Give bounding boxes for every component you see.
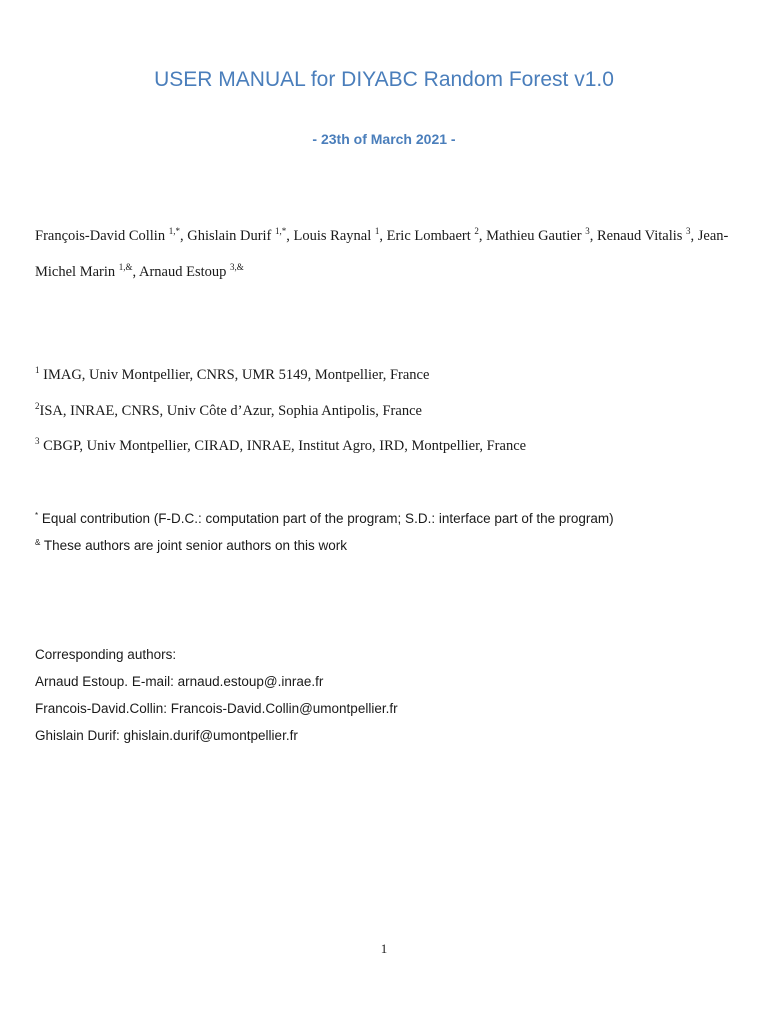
affiliation [35,362,745,398]
author: Jean-Michel Marin $^{1,\&}$ [35,228,729,280]
author: Eric Lombaert $^2$ [386,226,479,244]
author-affiliation-marker: 3,& [230,262,244,272]
footnote-text: Equal contribution (F-D.C.: computation part of the program; S.D.: interface part of the program) [41,511,614,526]
author: Arnaud Estoup $^{3,\&}$ [138,262,244,280]
page-number: 1 [380,941,388,956]
document-date: - 23th of March 2021 - [312,131,456,147]
author: Mathieu Gautier $^3$ [486,226,590,244]
footnote-symbol: * [35,511,39,520]
author: Ghislain Durif $^{1,*}$ [187,226,287,244]
footnotes [35,507,745,561]
author-affiliation-marker: 3 [686,226,691,236]
footnote-text: These authors are joint senior authors on this work [43,538,348,553]
affiliation-number: 1 [35,365,40,375]
contact-line: Arnaud Estoup. E-mail: arnaud.estoup@.inrae.fr [35,674,324,689]
affiliation-text: CBGP, Univ Montpellier, CIRAD, INRAE, Institut Agro, IRD, Montpellier, France [43,438,527,454]
contact-line: Ghislain Durif: ghislain.durif@umontpellier.fr [35,728,298,743]
affiliation-number: 2 [35,400,40,411]
author-affiliation-marker: 2 [474,226,479,236]
affiliation-list [35,362,745,469]
author: Louis Raynal $^1$ [293,226,380,244]
author-affiliation-marker: 1 [374,226,380,236]
author-list: François-David Collin $^{1,*}$, Ghislain Durif $^{1,*}$, Louis Raynal $^1$, Eric Lombaert $^2$, Mathieu Gautier $^3$, Renaud Vitalis $^3$, Jean-Michel Marin $^{1,\&}$, Arnaud Estoup $^{3,\&}$ [35,226,729,280]
author-affiliation-marker: 1,* [275,226,287,236]
author-affiliation-marker: 1,& [118,262,133,272]
footnote [35,507,745,534]
author-affiliation-marker: 3 [585,226,590,236]
affiliation-text: IMAG, Univ Montpellier, CNRS, UMR 5149, Montpellier, France [43,367,430,383]
footnote-symbol: & [35,538,41,547]
corresponding-authors-heading: Corresponding authors: [35,647,177,662]
corresponding-authors [35,643,745,751]
footnote [35,534,745,561]
contact-line: Francois-David.Collin: Francois-David.Collin@umontpellier.fr [35,701,398,716]
affiliation-text: ISA, INRAE, CNRS, Univ Côte d’Azur, Sophia Antipolis, France [39,402,422,419]
author-affiliation-marker: 1,* [168,226,180,236]
affiliation [35,433,745,469]
author: François-David Collin $^{1,*}$ [35,226,180,244]
affiliation-number: 3 [35,436,40,446]
affiliation [35,398,745,434]
document-title: USER MANUAL for DIYABC Random Forest v1.0 [154,68,614,91]
author: Renaud Vitalis $^3$ [596,226,691,244]
